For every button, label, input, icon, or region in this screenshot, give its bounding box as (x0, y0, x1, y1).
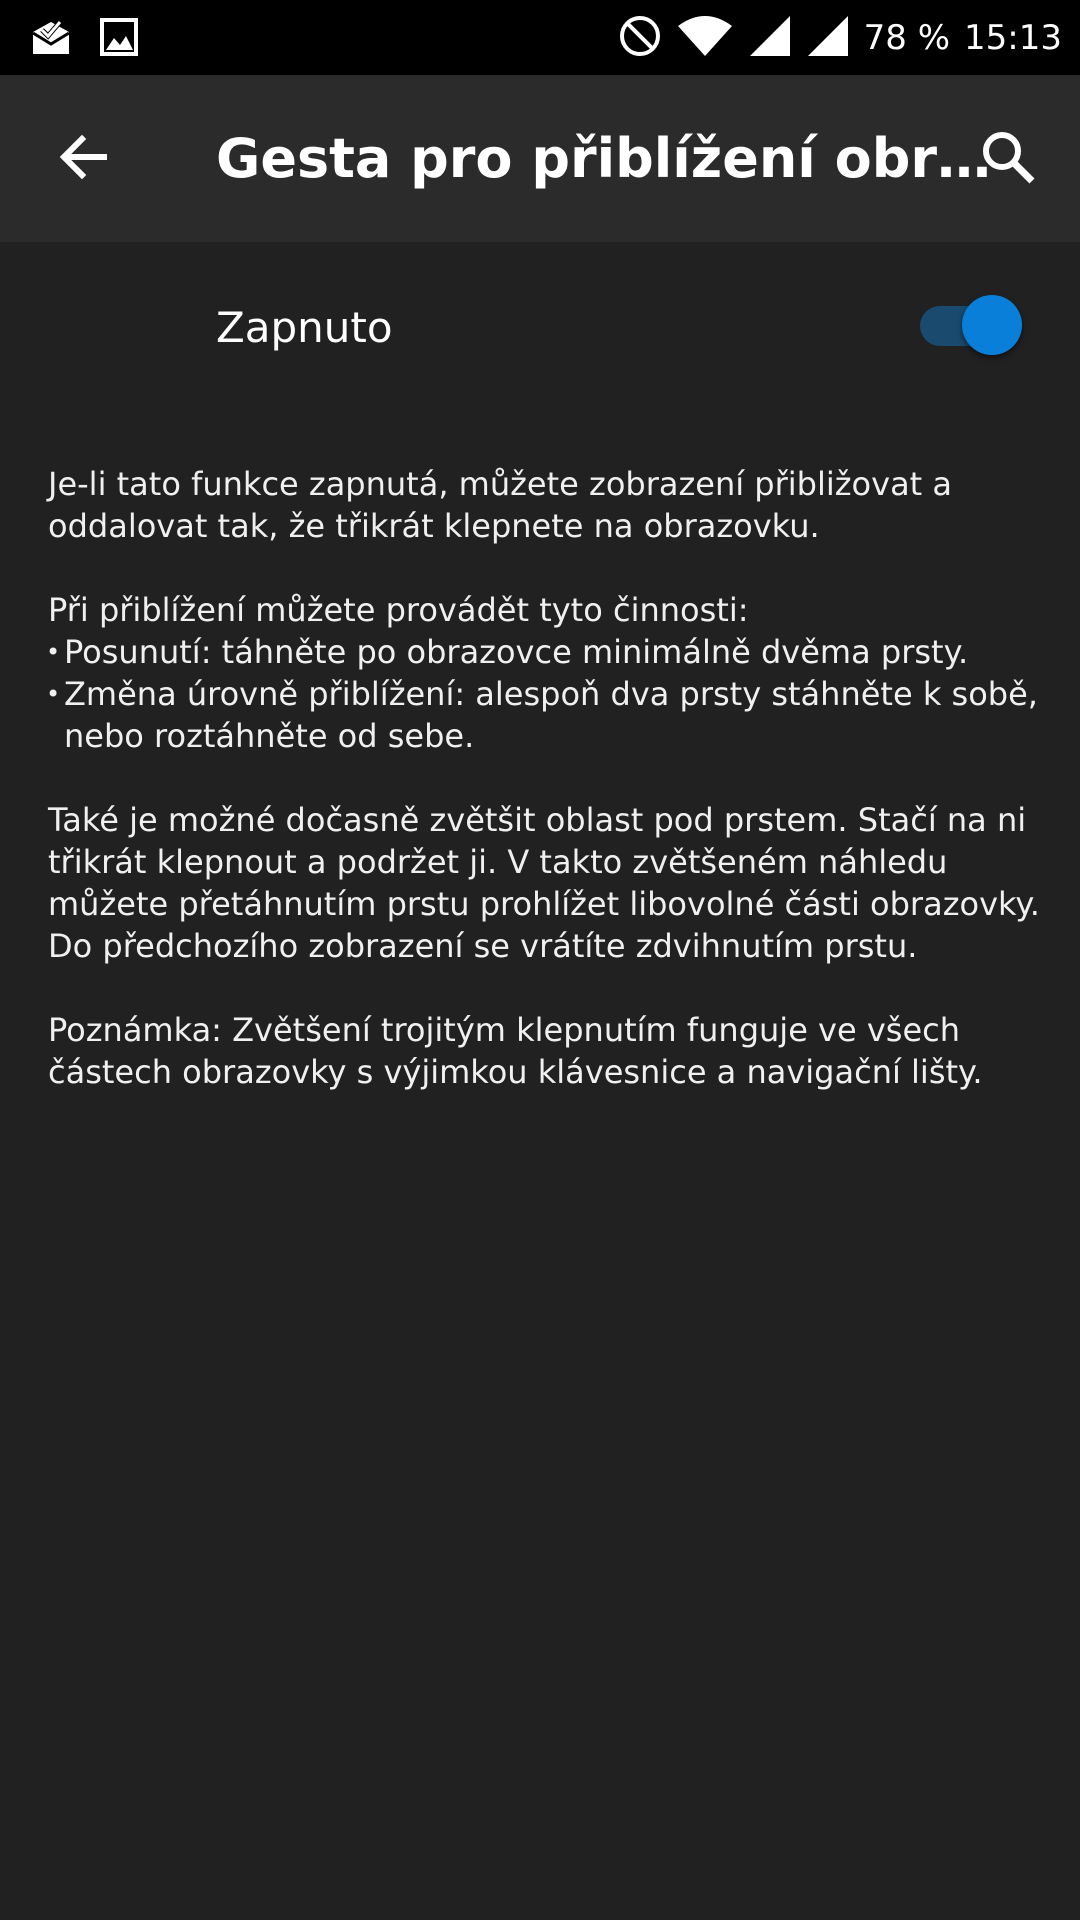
wifi-icon (676, 14, 734, 62)
toggle-thumb (962, 295, 1022, 355)
actions-section (48, 589, 1048, 757)
arrow-left-icon (56, 129, 112, 189)
note-paragraph: Poznámka: Zvětšení trojitým klepnutím funguje ve všech částech obrazovky s výjimkou klávesnice a navigační lišty. (48, 1011, 983, 1091)
enable-switch-row[interactable] (0, 242, 1080, 417)
list-item: • Posunutí: táhněte po obrazovce minimálně dvěma prsty. (48, 631, 1048, 673)
image-icon (100, 18, 138, 60)
signal-icon (748, 14, 792, 62)
mail-check-icon (30, 16, 72, 62)
page-title: Gesta pro přiblížení obr… (216, 127, 991, 190)
signal-icon-2 (806, 14, 850, 62)
search-icon (978, 127, 1038, 191)
do-not-disturb-icon (618, 14, 662, 62)
app-bar (0, 75, 1080, 242)
description-paragraph: Je-li tato funkce zapnutá, můžete zobrazení přibližovat a oddalovat tak, že třikrát klepnete na obrazovku. (48, 465, 952, 545)
list-item: • Změna úrovně přiblížení: alespoň dva prsty stáhněte k sobě, nebo roztáhněte od sebe. (48, 673, 1048, 757)
description-paragraph: Také je možné dočasně zvětšit oblast pod prstem. Stačí na ni třikrát klepnout a podržet ji. V takto zvětšeném náhledu můžete přetáhnutím prstu prohlížet libovolné části obrazovky. Do předchozího zobrazení se vrátíte zdvihnutím prstu. (48, 801, 1040, 965)
status-bar (0, 0, 1080, 75)
notification-icons (30, 16, 138, 62)
enable-toggle[interactable] (920, 294, 1024, 358)
clock: 15:13 (964, 18, 1062, 58)
battery-percent: 78 % (863, 18, 951, 58)
system-status (618, 14, 1062, 62)
actions-list (48, 631, 1048, 757)
search-button[interactable] (964, 115, 1052, 203)
description (48, 463, 1048, 1135)
back-button[interactable] (40, 115, 128, 203)
actions-intro: Při přiblížení můžete provádět tyto činnosti: (48, 591, 749, 629)
switch-label: Zapnuto (216, 303, 393, 352)
